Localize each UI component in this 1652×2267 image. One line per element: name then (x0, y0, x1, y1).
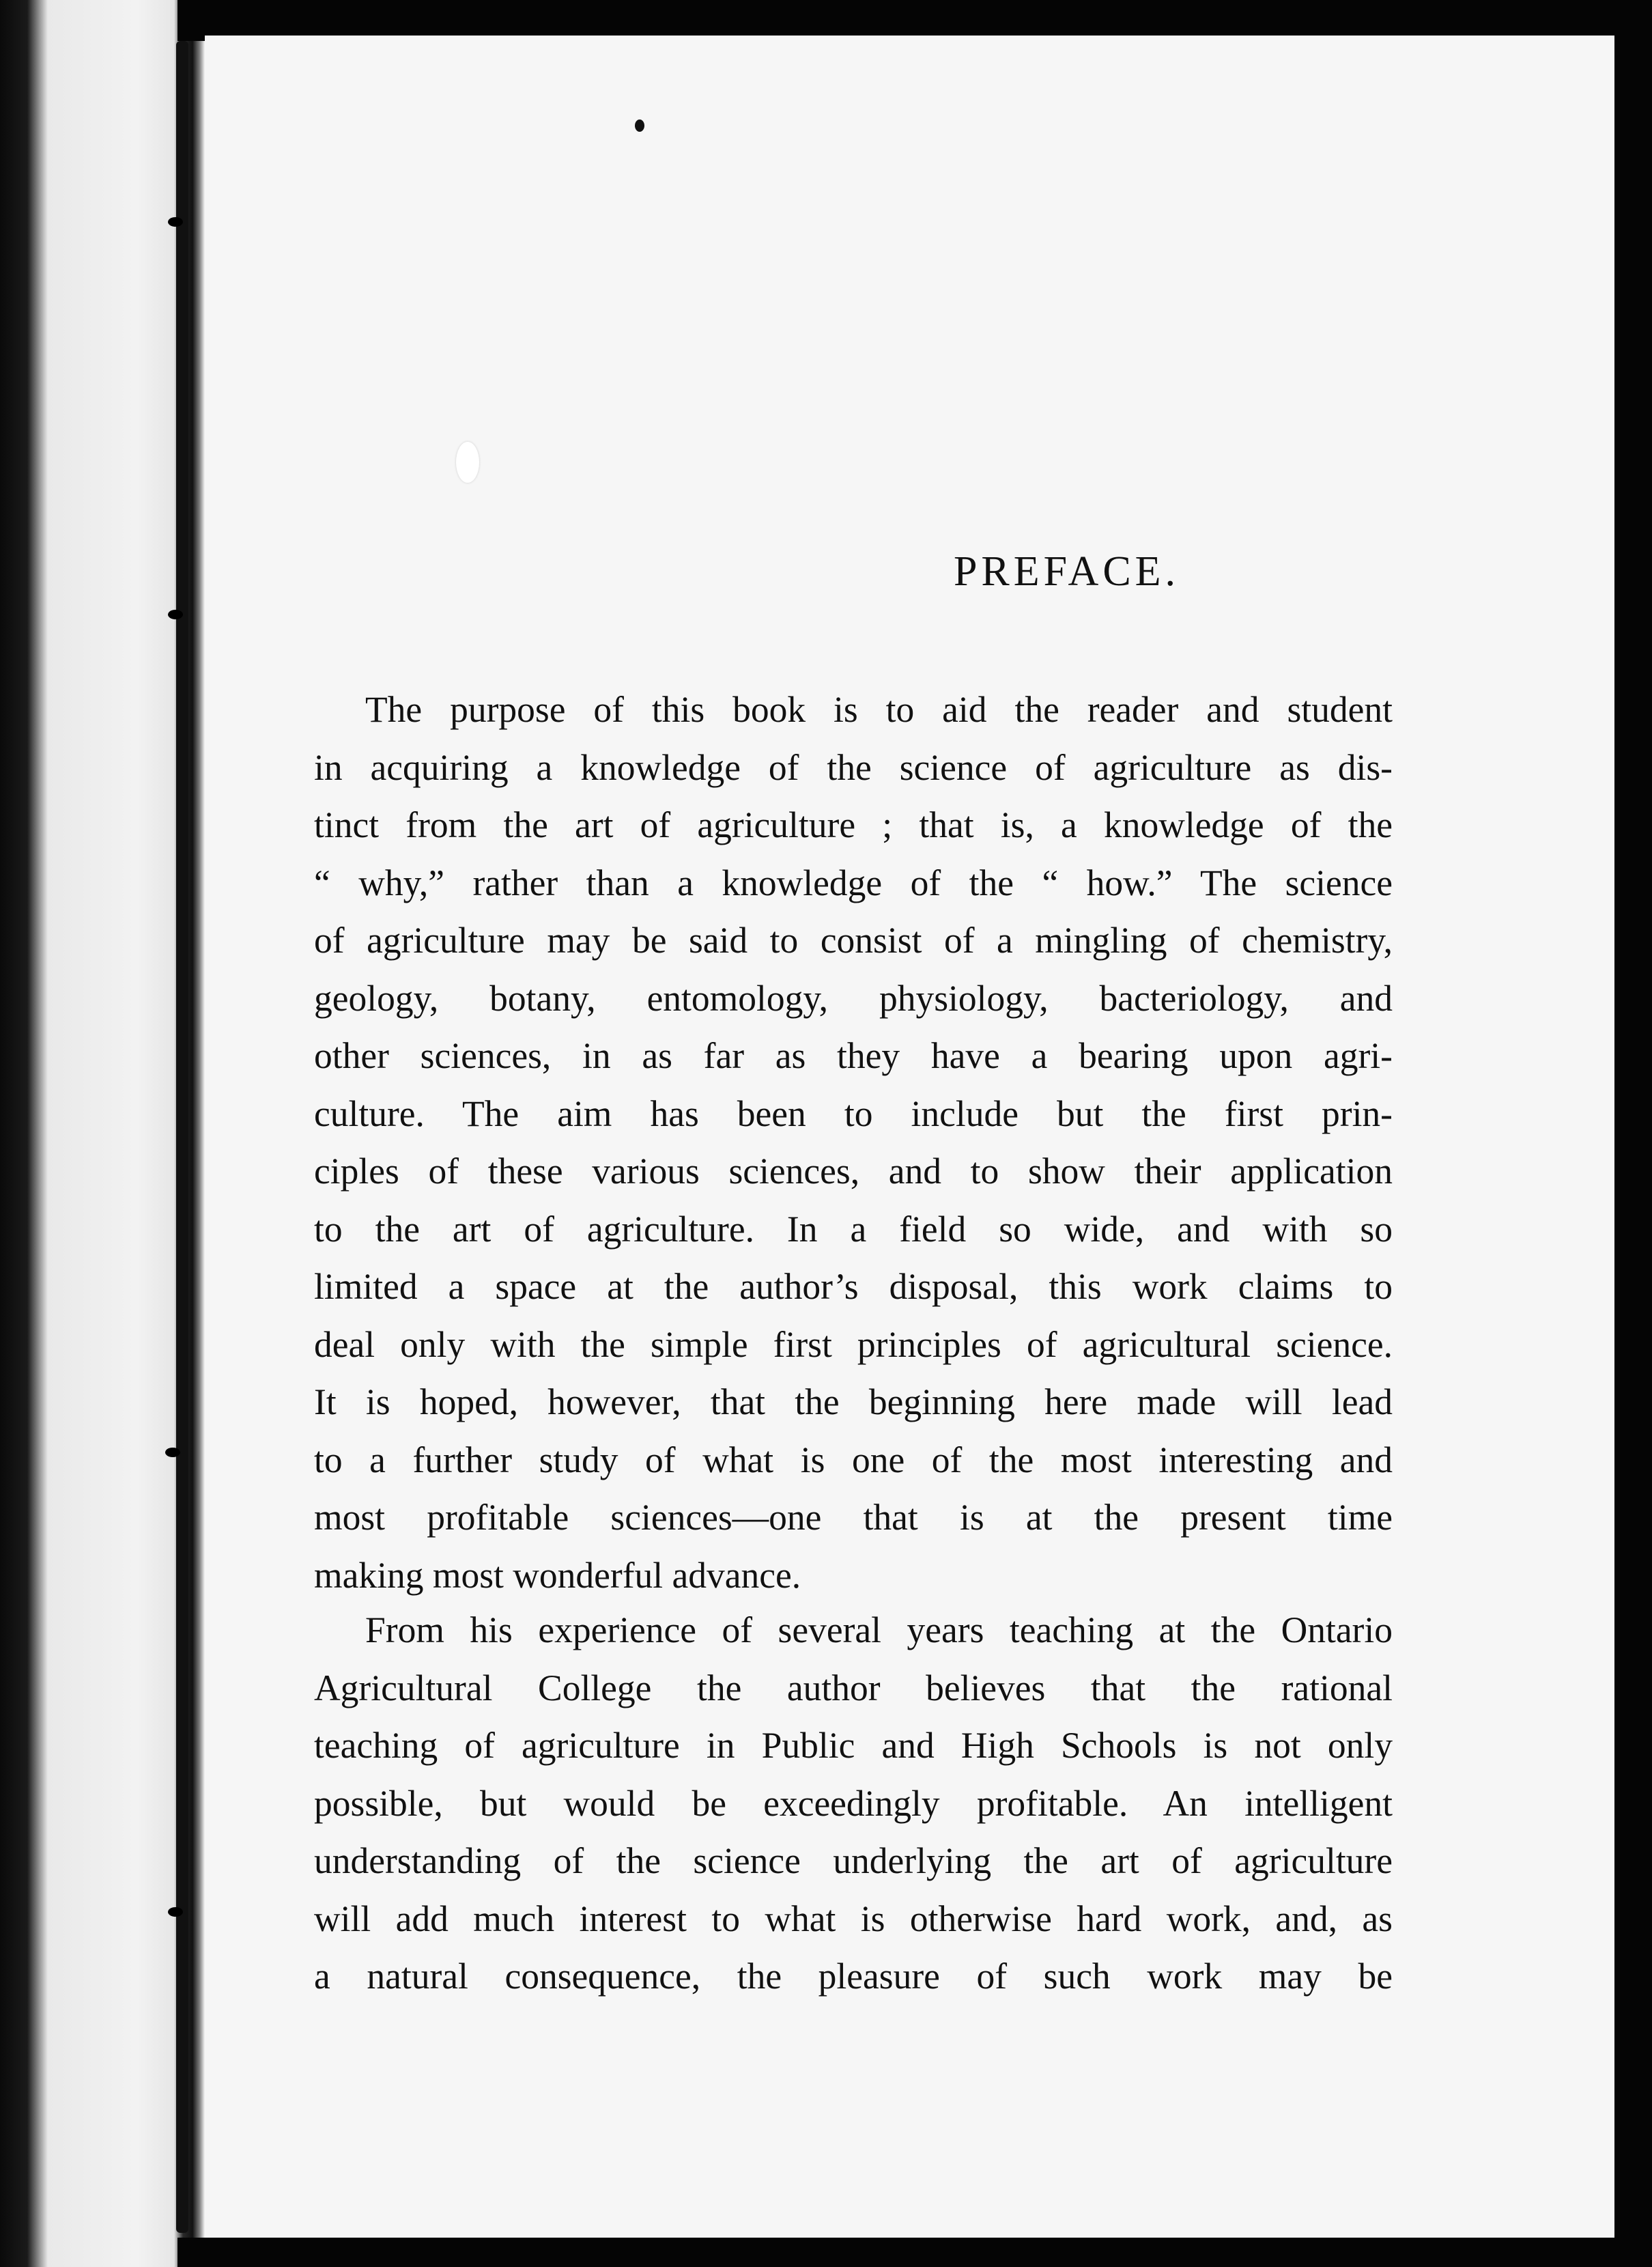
text-line: making most wonderful advance. (314, 1554, 801, 1596)
paper-blemish (456, 442, 479, 483)
margin-mark (165, 1448, 180, 1457)
text-line: limited a space at the author’s disposal, this work claims to (314, 1266, 1393, 1307)
text-line: teaching of agriculture in Public and High Schools is not only (314, 1725, 1393, 1766)
margin-mark (168, 610, 183, 619)
text-line: It is hoped, however, that the beginning here made will lead (314, 1381, 1393, 1422)
text-line: most profitable sciences—one that is at the present time (314, 1497, 1393, 1538)
text-line: Agricultural College the author believes that the rational (314, 1667, 1393, 1708)
scan-top-border (177, 0, 1652, 41)
text-line: to a further study of what is one of the most interesting and (314, 1439, 1393, 1480)
text-line: understanding of the science underlying the art of agriculture (314, 1840, 1393, 1881)
text-line: of agriculture may be said to consist of a mingling of chemistry, (314, 920, 1393, 961)
book-spine-gutter (0, 0, 205, 2267)
text-line: culture. The aim has been to include but the first prin- (314, 1093, 1393, 1134)
page-title: PREFACE. (953, 548, 1180, 595)
margin-mark (168, 1907, 183, 1917)
text-line: The purpose of this book is to aid the reader and student (365, 689, 1393, 730)
scan-bottom-border (177, 2238, 1652, 2267)
preface-paragraph-2 (314, 1601, 1393, 2005)
text-line: to the art of agriculture. In a field so wide, and with so (314, 1208, 1393, 1250)
ink-speck (635, 119, 644, 132)
text-line: a natural consequence, the pleasure of such work may be (314, 1956, 1393, 1997)
text-line: tinct from the art of agriculture ; that is, a knowledge of the (314, 804, 1393, 845)
text-line: in acquiring a knowledge of the science of agriculture as dis- (314, 746, 1393, 788)
margin-mark (168, 217, 183, 227)
text-line: possible, but would be exceedingly profitable. An intelligent (314, 1782, 1393, 1824)
text-line: “ why,” rather than a knowledge of the “ how.” The science (314, 862, 1393, 903)
preface-paragraph-1 (314, 681, 1393, 1604)
text-line: From his experience of several years teaching at the Ontario (365, 1609, 1393, 1650)
text-line: geology, botany, entomology, physiology, bacteriology, and (314, 977, 1393, 1019)
scan-right-border (1614, 0, 1652, 2267)
text-line: ciples of these various sciences, and to show their application (314, 1151, 1393, 1192)
text-line: other sciences, in as far as they have a bearing upon agri- (314, 1035, 1393, 1076)
text-line: will add much interest to what is otherwise hard work, and, as (314, 1898, 1393, 1939)
text-line: deal only with the simple first principles of agricultural science. (314, 1323, 1393, 1365)
spine-edge (176, 41, 188, 2233)
book-page (205, 36, 1614, 2238)
